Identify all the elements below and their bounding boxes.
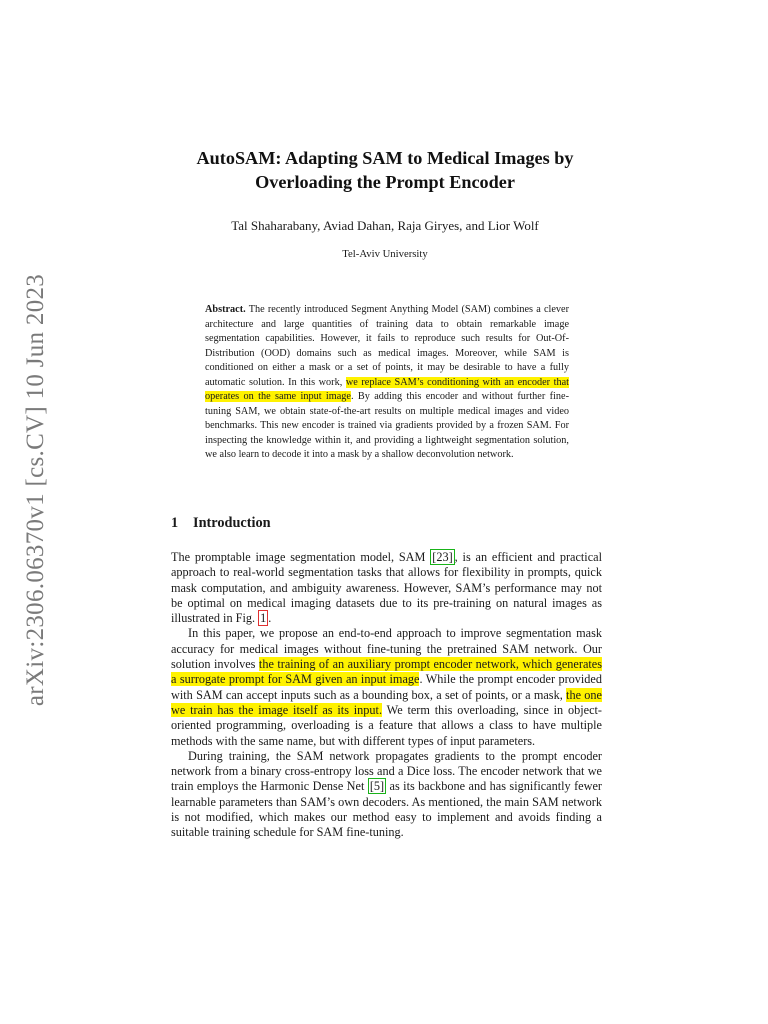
section-heading (171, 514, 571, 532)
abstract-highlight: we replace SAM’s conditioning with an encoder that operates on the same input image (205, 376, 569, 403)
abstract-block (205, 303, 569, 463)
figure-link-1[interactable]: 1 (260, 611, 267, 626)
affiliation: Tel-Aviv University (342, 248, 428, 260)
section-title: Introduction (193, 515, 271, 531)
para3-text-a: During training, the SAM network propagates gradients to the prompt encoder network from a binary cross-entropy loss and a Dice loss. The encoder network that we train employs the Harmonic Dense Net (171, 748, 602, 794)
citation-link-5[interactable]: [5] (369, 779, 385, 794)
para1-text-a: The promptable image segmentation model, SAM (171, 550, 431, 564)
title-line-2: Overloading the Prompt Encoder (255, 172, 515, 192)
paper-title (120, 146, 650, 194)
author-list: Tal Shaharabany, Aviad Dahan, Raja Giryes, and Lior Wolf (231, 218, 539, 233)
intro-paragraph-1 (171, 550, 602, 626)
para1-text-c: . (268, 611, 272, 626)
para2-text-c: We term this overloading, since in object-oriented programming, overloading is a feature that allows a class to have multiple methods with the same name, but with different types of input parameters. (171, 702, 602, 748)
para2-highlight-1: the training of an auxiliary prompt encoder network, which generates a surrogate prompt for SAM given an input image (171, 657, 602, 687)
arxiv-identifier-stamp: arXiv:2306.06370v1 [cs.CV] 10 Jun 2023 (22, 273, 49, 707)
para3-text-b: as its backbone and has significantly fewer learnable parameters than SAM’s own decoders. As mentioned, the main SAM network is not modified, which makes our method easy to implement and avoids finding a suitable training schedule for SAM fine-tuning. (171, 779, 602, 840)
intro-body (171, 550, 602, 841)
abstract-text-end: . By adding this encoder and without further fine-tuning SAM, we obtain state-of-the-art results on multiple medical images and video benchmarks. This new encoder is trained via gradients provided by a frozen SAM. For inspecting the knowledge within it, and providing a lightweight segmentation solution, we also learn to decode it into a mask by a shallow deconvolution network. (205, 391, 569, 461)
abstract-text-start: The recently introduced Segment Anything Model (SAM) combines a clever architecture and large quantities of training data to obtain remarkable image segmentation capabilities. However, it fails to reproduce such results for Out-Of-Distribution (OOD) domains such as medical images. Moreover, while SAM is conditioned on either a mask or a set of points, it may be desirable to have a fully automatic solution. In this work, (205, 304, 569, 388)
citation-link-23[interactable]: [23] (432, 550, 453, 564)
section-number: 1 (171, 515, 179, 531)
intro-paragraph-3 (171, 749, 602, 841)
para2-highlight-2: the one we train has the image itself as its input. (171, 687, 602, 717)
para2-text-b: . While the prompt encoder provided with SAM can accept inputs such as a bounding box, a set of points, or a mask, (171, 672, 602, 702)
para2-text-a: In this paper, we propose an end-to-end approach to improve segmentation mask accuracy for medical images without fine-tuning the pretrained SAM network. Our solution involves (171, 626, 602, 672)
abstract-heading: Abstract. (205, 304, 246, 315)
intro-paragraph-2 (171, 626, 602, 748)
para1-text-b: , is an efficient and practical approach to real-world segmentation tasks that allows for flexibility in prompts, quick mask computation, and ambiguity awareness. However, SAM’s performance may not be optimal on medical imaging datasets due to its pre-training on natural images as illustrated in Fig. (171, 550, 602, 626)
title-line-1: AutoSAM: Adapting SAM to Medical Images by (196, 148, 574, 168)
